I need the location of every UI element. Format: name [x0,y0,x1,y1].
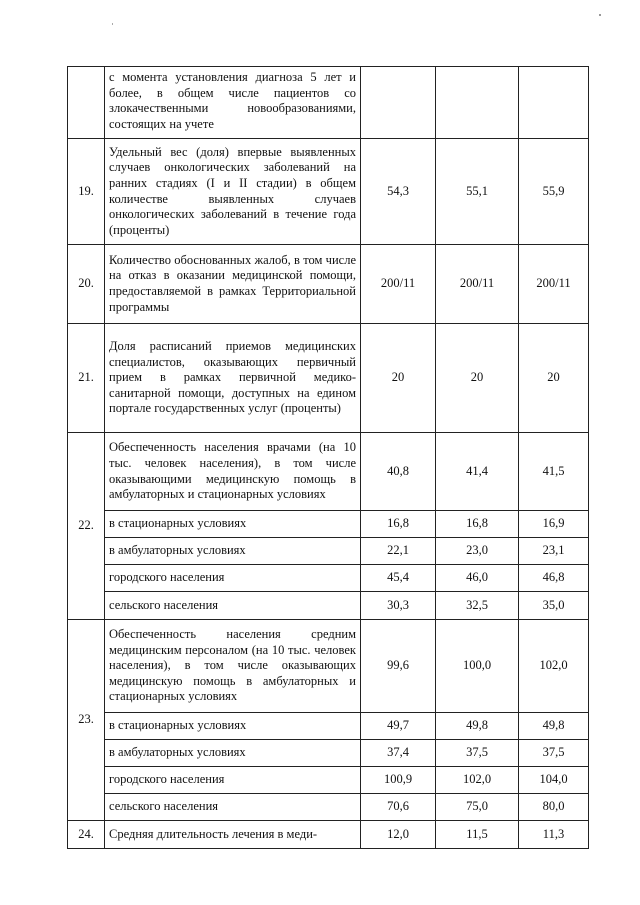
value-cell: 20 [361,324,436,433]
indicator-text: с момента установления диагноза 5 лет и более, в общем числе пациентов со злокачественными новообразованиями, состоящих на учете [105,67,361,139]
value-cell: 30,3 [361,592,436,620]
table-row [68,565,589,592]
value-cell: 46,0 [436,565,519,592]
value-cell: 54,3 [361,139,436,245]
indicator-text: в амбулаторных условиях [105,538,361,565]
value-cell: 16,8 [436,511,519,538]
table-row [68,245,589,324]
table-row [68,592,589,620]
indicator-text: Удельный вес (доля) впервые выявленных случаев онкологических заболеваний на ранних стадиях (I и II стадии) в общем количестве выявленных случаев онкологических заболеваний в течение года (проценты) [105,139,361,245]
table-row [68,67,589,139]
row-number: 22. [68,433,105,620]
indicator-text: городского населения [105,767,361,794]
table-row [68,139,589,245]
indicator-text: городского населения [105,565,361,592]
value-cell [519,67,589,139]
value-cell: 49,8 [436,713,519,740]
value-cell: 200/11 [436,245,519,324]
value-cell: 200/11 [519,245,589,324]
scan-speck [112,23,113,25]
value-cell: 20 [436,324,519,433]
row-number [68,67,105,139]
row-number: 19. [68,139,105,245]
indicator-text: Средняя длительность лечения в меди- [105,821,361,849]
indicator-text: в амбулаторных условиях [105,740,361,767]
value-cell: 99,6 [361,620,436,713]
indicator-text: в стационарных условиях [105,511,361,538]
value-cell: 23,1 [519,538,589,565]
value-cell [361,67,436,139]
value-cell: 80,0 [519,794,589,821]
value-cell: 32,5 [436,592,519,620]
value-cell: 37,4 [361,740,436,767]
value-cell: 100,0 [436,620,519,713]
scan-speck [599,14,601,16]
table-row [68,433,589,511]
row-number: 23. [68,620,105,821]
table-row [68,511,589,538]
value-cell: 49,8 [519,713,589,740]
row-number: 24. [68,821,105,849]
indicator-text: сельского населения [105,592,361,620]
value-cell: 16,8 [361,511,436,538]
table-row [68,620,589,713]
indicator-text: Доля расписаний приемов медицинских специалистов, оказывающих первичный прием в рамках первичной медико-санитарной помощи, доступных на едином портале государственных услуг (проценты) [105,324,361,433]
row-number: 20. [68,245,105,324]
value-cell: 22,1 [361,538,436,565]
table-row [68,740,589,767]
value-cell: 75,0 [436,794,519,821]
value-cell: 46,8 [519,565,589,592]
table-row [68,713,589,740]
value-cell: 16,9 [519,511,589,538]
indicator-text: Количество обоснованных жалоб, в том числе на отказ в оказании медицинской помощи, предоставляемой в рамках Территориальной программы [105,245,361,324]
value-cell: 100,9 [361,767,436,794]
value-cell: 45,4 [361,565,436,592]
table-row [68,821,589,849]
indicator-text: Обеспеченность населения врачами (на 10 тыс. человек населения), в том числе оказывающими медицинскую помощь в амбулаторных и стационарных условиях [105,433,361,511]
value-cell: 70,6 [361,794,436,821]
value-cell: 41,5 [519,433,589,511]
value-cell: 102,0 [519,620,589,713]
table-row [68,324,589,433]
value-cell: 104,0 [519,767,589,794]
indicator-text: сельского населения [105,794,361,821]
value-cell: 55,1 [436,139,519,245]
value-cell: 41,4 [436,433,519,511]
table-row [68,794,589,821]
value-cell: 40,8 [361,433,436,511]
indicator-text: в стационарных условиях [105,713,361,740]
value-cell: 200/11 [361,245,436,324]
table-row [68,767,589,794]
value-cell: 20 [519,324,589,433]
value-cell: 102,0 [436,767,519,794]
value-cell: 23,0 [436,538,519,565]
row-number: 21. [68,324,105,433]
value-cell: 49,7 [361,713,436,740]
value-cell: 37,5 [436,740,519,767]
value-cell: 37,5 [519,740,589,767]
value-cell: 35,0 [519,592,589,620]
indicators-table [67,66,589,849]
value-cell: 11,5 [436,821,519,849]
value-cell [436,67,519,139]
value-cell: 55,9 [519,139,589,245]
value-cell: 11,3 [519,821,589,849]
value-cell: 12,0 [361,821,436,849]
table-row [68,538,589,565]
indicator-text: Обеспеченность населения средним медицинским персоналом (на 10 тыс. человек населения), в том числе оказывающих медицинскую помощь в амбулаторных и стационарных условиях [105,620,361,713]
